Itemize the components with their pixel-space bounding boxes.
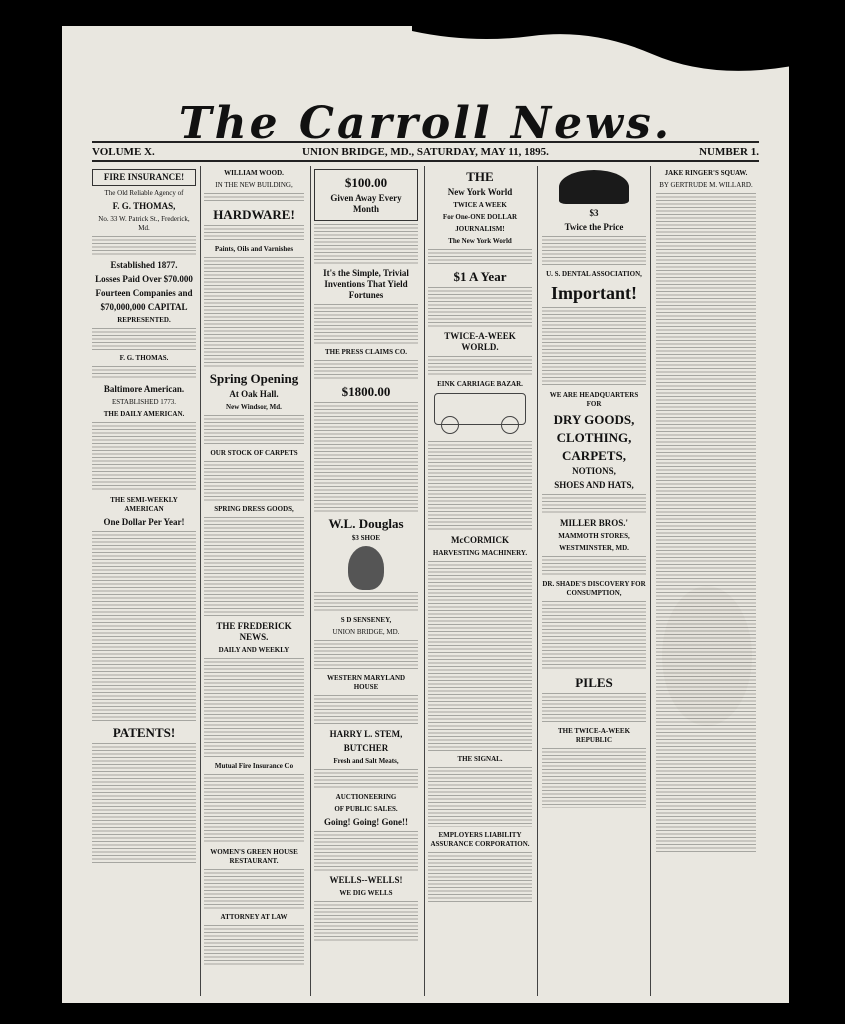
new-windsor: New Windsor, Md. [226,403,282,411]
text-block [542,236,646,266]
the-signal: THE SIGNAL. [457,755,503,763]
volume-label: VOLUME X. [92,146,155,158]
text-block [92,236,196,256]
semi-weekly-american: THE SEMI-WEEKLY AMERICAN [110,496,178,513]
three-shoe: $3 SHOE [351,534,381,542]
story-text [656,193,756,853]
we-dig-wells: WE DIG WELLS [339,889,393,897]
text-block [204,774,304,844]
notions: NOTIONS, [572,466,616,476]
mccormick: McCORMICK [451,535,509,545]
agent-name: F. G. THOMAS, [112,201,176,211]
piles-heading: PILES [575,675,613,690]
text-block [542,693,646,723]
text-block [542,601,646,671]
public-sales: OF PUBLIC SALES. [334,805,398,813]
text-block [314,640,418,670]
carriage-bazaar: EINK CARRIAGE BAZAR. [437,380,523,388]
text-block [542,556,646,576]
text-block [314,901,418,941]
dental-association: U. S. DENTAL ASSOCIATION, [546,270,642,278]
text-block [428,356,532,376]
place-date: UNION BRIDGE, MD., SATURDAY, MAY 11, 1895. [302,146,549,158]
text-block [428,852,532,902]
story-title: JAKE RINGER'S SQUAW. [664,169,748,177]
text-block [204,658,304,758]
important-heading: Important! [551,283,637,303]
text-block [204,193,304,203]
text-block [204,257,304,367]
price-list [92,422,196,492]
spring-opening: Spring Opening [209,371,299,386]
frederick-news: THE FREDERICK NEWS. [216,621,292,642]
text-block [204,415,304,445]
carpets: CARPETS, [562,448,626,463]
text-block [92,328,196,350]
twice-a-week-world: TWICE-A-WEEK WORLD. [444,331,516,352]
twice-a-week: TWICE A WEEK [453,201,507,209]
twice-week-republic: THE TWICE-A-WEEK REPUBLIC [557,727,631,744]
auctioneering: AUCTIONEERING [335,793,397,801]
mammoth-stores: MAMMOTH STORES, [558,532,630,540]
agency-line: The Old Reliable Agency of [104,189,184,197]
senseney-place: UNION BRIDGE, MD. [332,628,400,636]
simple-inventions: It's the Simple, Trivial Inventions That Yield Fortunes [323,268,409,300]
butcher: BUTCHER [343,743,389,753]
represented-line: REPRESENTED. [117,316,171,324]
agent-address: No. 33 W. Patrick St., Frederick, Md. [98,215,190,232]
hat-illustration [559,170,629,204]
text-block [428,767,532,827]
wood-name: WILLIAM WOOD. [224,169,284,177]
westminster: WESTMINSTER, MD. [559,544,629,552]
column-6 [656,166,756,996]
dry-goods: DRY GOODS, [553,412,635,427]
western-maryland: WESTERN MARYLAND HOUSE [326,674,406,691]
text-block [314,769,418,789]
losses-line: Losses Paid Over $70.000 [95,274,193,284]
column-5 [542,166,646,996]
hat-price: $3 [589,208,599,218]
one-dollar-year: $1 A Year [453,269,507,284]
column-3 [314,166,418,996]
text-block [314,831,418,871]
rule-bottom [92,160,759,162]
patents-heading: PATENTS! [112,725,176,740]
text-block [542,307,646,387]
column-2 [204,166,304,996]
the-heading: THE [466,169,494,184]
daily-and-weekly: DAILY AND WEEKLY [218,646,290,654]
employers-liability: EMPLOYERS LIABILITY ASSURANCE CORPORATION. [430,831,530,848]
baltimore-american: Baltimore American. [103,384,185,394]
established-line: Established 1877. [110,260,178,270]
text-block [314,402,418,512]
text-block [92,366,196,380]
douglas-portrait [348,546,384,590]
text-block [314,224,418,264]
oak-hall: At Oak Hall. [229,389,279,399]
going-gone: Going! Going! Gone!! [323,817,408,827]
rule-top [92,141,759,143]
dress-goods: SPRING DRESS GOODS, [214,505,294,513]
daily-american: THE DAILY AMERICAN. [103,410,185,418]
text-block [314,304,418,344]
ny-world-2: The New York World [448,237,512,245]
newspaper-title: The Carroll News. [178,98,673,149]
text-block [204,869,304,909]
column-4 [428,166,532,996]
fire-insurance-heading: FIRE INSURANCE! [92,169,196,186]
attorney-at-law: ATTORNEY AT LAW [220,913,288,921]
text-block [314,360,418,380]
text-block [314,592,418,612]
for-one-dollar: For One-ONE DOLLAR [442,213,518,221]
eighteen-hundred: $1800.00 [341,384,391,399]
harry-stem: HARRY L. STEM, [329,729,403,739]
mutual-fire: Mutual Fire Insurance Co [214,762,294,770]
carpets-stock: OUR STOCK OF CARPETS [210,449,298,457]
text-block [542,748,646,808]
text-block [428,441,532,531]
text-block [428,561,532,751]
text-block [204,225,304,241]
text-block [204,461,304,501]
paints-heading: Paints, Oils and Varnishes [214,245,294,253]
shoes-hats: SHOES AND HATS, [554,480,634,490]
one-dollar-per-year: One Dollar Per Year! [103,517,185,527]
issue-number: NUMBER 1. [699,146,759,158]
text-block [204,517,304,617]
newspaper-page [62,26,789,1003]
harvesting-machinery: HARVESTING MACHINERY. [432,549,528,557]
capital-line: $70,000,000 CAPITAL [100,302,188,312]
hundred-dollars: $100.00 [344,175,388,190]
journalism: JOURNALISM! [455,225,505,233]
shades-discovery: DR. SHADE'S DISCOVERY FOR CONSUMPTION, [542,580,646,597]
headquarters: WE ARE HEADQUARTERS FOR [549,391,639,408]
ny-world: New York World [447,187,513,197]
senseney-name: S D SENSENEY, [340,616,392,624]
established-year: ESTABLISHED 1773. [112,398,176,406]
fresh-meats: Fresh and Salt Meats, [333,757,399,765]
miller-bros: MILLER BROS.' [559,518,628,528]
text-block [428,249,532,265]
new-building: IN THE NEW BUILDING, [215,181,293,189]
text-block [92,743,196,863]
twice-the-price: Twice the Price [564,222,624,232]
given-away: Given Away Every Month [330,193,402,214]
column-1 [92,166,196,996]
wells-heading: WELLS--WELLS! [329,875,403,885]
story-author: BY GERTRUDE M. WILLARD. [659,181,753,189]
companies-line: Fourteen Companies and [95,288,193,298]
torn-edge-graphic [412,26,789,86]
greens-restaurant: WOMEN'S GREEN HOUSE RESTAURANT. [210,848,298,865]
agent-signature: F. G. THOMAS. [119,354,169,362]
text-block [92,531,196,721]
press-claims: THE PRESS CLAIMS CO. [324,348,408,356]
text-block [542,494,646,514]
douglas-heading: W.L. Douglas [328,516,404,531]
carriage-illustration [434,393,526,425]
text-block [204,925,304,965]
text-block [314,695,418,725]
clothing: CLOTHING, [556,430,632,445]
hardware-heading: HARDWARE! [213,207,295,222]
text-block [428,287,532,327]
